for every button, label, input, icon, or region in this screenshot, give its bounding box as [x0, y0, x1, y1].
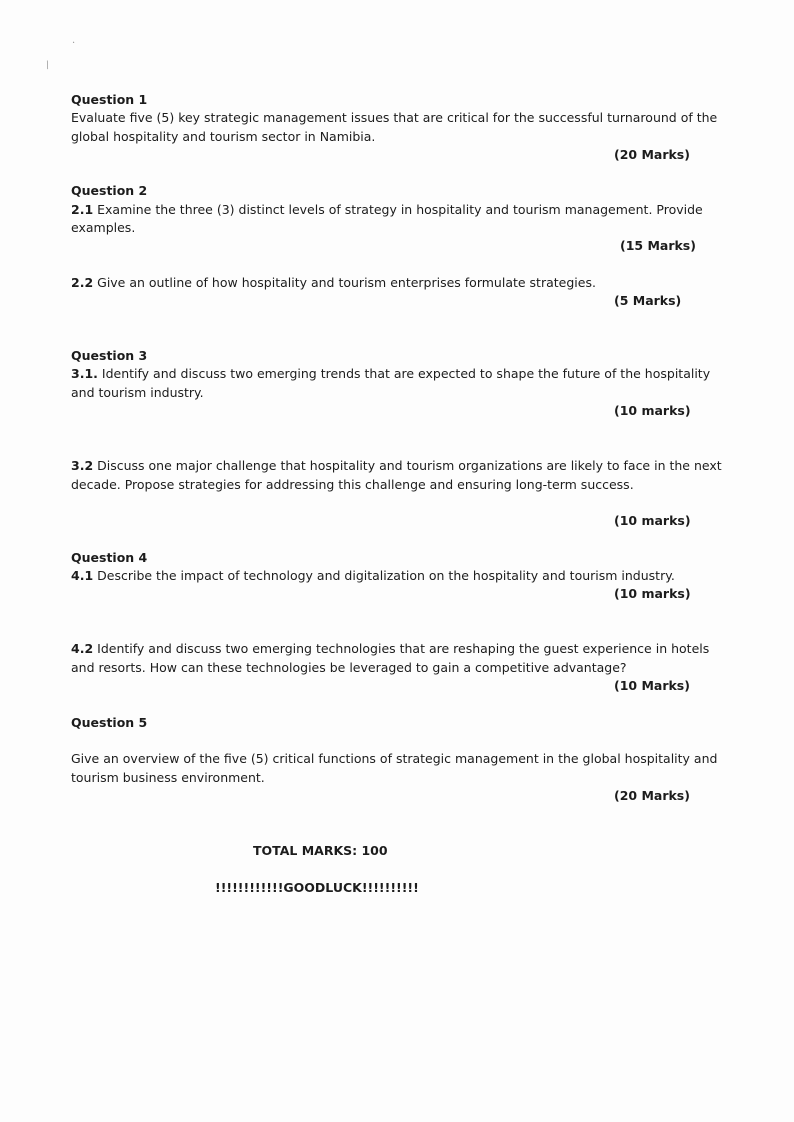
question-5-text-line-1: Give an overview of the five (5) critical functions of strategic management in the global hospitality and	[71, 751, 718, 766]
question-2-2-marks: (5 Marks)	[614, 293, 682, 308]
question-4-2-line-1	[71, 640, 710, 658]
question-1-text-line-1: Evaluate five (5) key strategic management issues that are critical for the successful turnaround of the	[71, 110, 718, 125]
scan-tick-mark: /	[44, 59, 52, 72]
question-2-heading: Question 2	[71, 183, 148, 198]
question-4-heading: Question 4	[71, 550, 148, 565]
scan-speck: ·	[72, 38, 76, 49]
question-3-2-number: 3.2	[71, 458, 94, 473]
question-3-1-number: 3.1.	[71, 366, 98, 381]
question-5-text-line-2: tourism business environment.	[71, 770, 265, 785]
question-2-1-text: Examine the three (3) distinct levels of strategy in hospitality and tourism management. Provide	[93, 202, 703, 217]
question-2-1-line-1	[71, 201, 703, 219]
question-2-2-text: Give an outline of how hospitality and tourism enterprises formulate strategies.	[93, 275, 596, 290]
question-3-1-line-2: and tourism industry.	[71, 385, 204, 400]
question-2-1-marks: (15 Marks)	[620, 238, 696, 253]
goodluck-message: !!!!!!!!!!!!GOODLUCK!!!!!!!!!!	[215, 880, 419, 895]
question-3-1-line-1	[71, 365, 711, 383]
question-1-text-line-2: global hospitality and tourism sector in Namibia.	[71, 129, 376, 144]
question-4-2-number: 4.2	[71, 641, 94, 656]
question-3-2-line-1	[71, 457, 722, 475]
question-3-1-marks: (10 marks)	[614, 403, 691, 418]
question-2-1-line-2: examples.	[71, 220, 136, 235]
total-marks: TOTAL MARKS: 100	[253, 843, 388, 858]
question-4-1-marks: (10 marks)	[614, 586, 691, 601]
question-4-1-number: 4.1	[71, 568, 94, 583]
question-4-1-line-1	[71, 567, 686, 585]
question-3-1-text: Identify and discuss two emerging trends that are expected to shape the future of the hospitality	[97, 366, 711, 381]
question-2-2-line-1	[71, 274, 686, 292]
question-3-2-text: Discuss one major challenge that hospitality and tourism organizations are likely to face in the next	[93, 458, 722, 473]
question-4-1-text: Describe the impact of technology and digitalization on the hospitality and tourism industry.	[93, 568, 675, 583]
question-4-2-text: Identify and discuss two emerging technologies that are reshaping the guest experience in hotels	[93, 641, 710, 656]
question-4-2-marks: (10 Marks)	[614, 678, 690, 693]
question-1-heading: Question 1	[71, 92, 148, 107]
question-2-2-number: 2.2	[71, 275, 94, 290]
question-2-1-number: 2.1	[71, 202, 94, 217]
question-5-marks: (20 Marks)	[614, 788, 690, 803]
question-3-2-line-2: decade. Propose strategies for addressing this challenge and ensuring long-term success.	[71, 477, 634, 492]
question-4-2-line-2: and resorts. How can these technologies be leveraged to gain a competitive advantage?	[71, 660, 627, 675]
question-5-heading: Question 5	[71, 715, 148, 730]
question-3-2-marks: (10 marks)	[614, 513, 691, 528]
question-3-heading: Question 3	[71, 348, 148, 363]
question-1-marks: (20 Marks)	[614, 147, 690, 162]
